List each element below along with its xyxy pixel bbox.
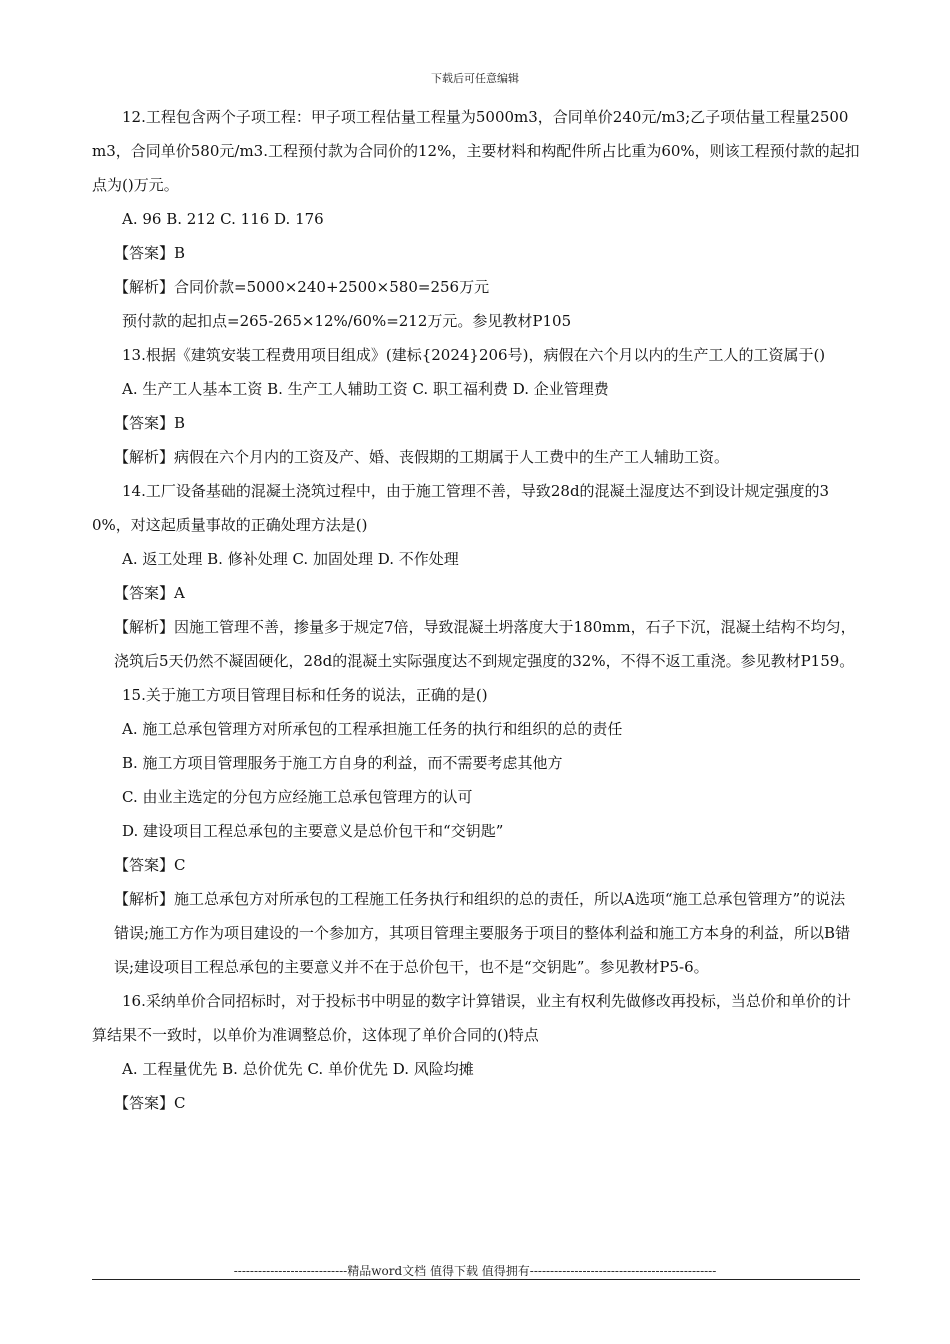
footer-rule <box>92 1279 860 1280</box>
question-12-answer: 【答案】B <box>114 244 186 262</box>
question-15-option-d: D. 建设项目工程总承包的主要意义是总价包干和“交钥匙” <box>122 822 504 840</box>
question-13-options: A. 生产工人基本工资 B. 生产工人辅助工资 C. 职工福利费 D. 企业管理费 <box>122 380 609 398</box>
question-12-analysis: 【解析】合同价款=5000×240+2500×580=256万元 <box>114 278 490 296</box>
question-15-option-c: C. 由业主选定的分包方应经施工总承包管理方的认可 <box>122 788 473 806</box>
question-12-analysis-cont: 预付款的起扣点=265-265×12%/60%=212万元。参见教材P105 <box>122 312 572 330</box>
question-13-answer: 【答案】B <box>114 414 186 432</box>
question-14-options: A. 返工处理 B. 修补处理 C. 加固处理 D. 不作处理 <box>122 550 459 568</box>
document-body <box>92 100 860 1120</box>
question-16-stem: 16.采纳单价合同招标时，对于投标书中明显的数字计算错误，业主有权利先做修改再投标，当总价和单价的计算结果不一致时，以单价为准调整总价，这体现了单价合同的()特点 <box>92 992 851 1044</box>
question-15-analysis: 【解析】施工总承包方对所承包的工程施工任务执行和组织的总的责任，所以A选项“施工总承包管理方”的说法错误;施工方作为项目建设的一个参加方，其项目管理主要服务于项目的整体利益和施工方本身的利益，所以B错误;建设项目工程总承包的主要意义并不在于总价包干，也不是“交钥匙”。参见教材P5-6。 <box>114 890 851 976</box>
question-14-analysis: 【解析】因施工管理不善，掺量多于规定7倍，导致混凝土坍落度大于180mm，石子下沉，混凝土结构不均匀，浇筑后5天仍然不凝固硬化，28d的混凝土实际强度达不到规定强度的32%，不得不返工重浇。参见教材P159。 <box>114 618 856 670</box>
question-15-option-b: B. 施工方项目管理服务于施工方自身的利益，而不需要考虑其他方 <box>122 754 563 772</box>
page-footer: ----------------------------精品word文档 值得下载 值得拥有---------------------------------------------- <box>233 1264 717 1278</box>
question-15-answer: 【答案】C <box>114 856 186 874</box>
question-14-stem: 14.工厂设备基础的混凝土浇筑过程中，由于施工管理不善，导致28d的混凝土湿度达不到设计规定强度的30%，对这起质量事故的正确处理方法是() <box>92 482 830 534</box>
question-16-answer: 【答案】C <box>114 1094 186 1112</box>
page-header: 下载后可任意编辑 <box>431 72 519 85</box>
question-13-analysis: 【解析】病假在六个月内的工资及产、婚、丧假期的工期属于人工费中的生产工人辅助工资。 <box>114 448 730 466</box>
question-12-options: A. 96 B. 212 C. 116 D. 176 <box>122 210 324 228</box>
question-15-option-a: A. 施工总承包管理方对所承包的工程承担施工任务的执行和组织的总的责任 <box>122 720 623 738</box>
question-13-stem: 13.根据《建筑安装工程费用项目组成》(建标{2024}206号)，病假在六个月以内的生产工人的工资属于() <box>122 346 826 364</box>
question-14-answer: 【答案】A <box>114 584 185 602</box>
question-15-stem: 15.关于施工方项目管理目标和任务的说法，正确的是() <box>122 686 488 704</box>
question-16-options: A. 工程量优先 B. 总价优先 C. 单价优先 D. 风险均摊 <box>122 1060 474 1078</box>
question-12-stem: 12.工程包含两个子项工程：甲子项工程估量工程量为5000m3，合同单价240元/m3;乙子项估量工程量2500m3，合同单价580元/m3.工程预付款为合同价的12%，主要材料和构配件所占比重为60%，则该工程预付款的起扣点为()万元。 <box>92 108 860 194</box>
